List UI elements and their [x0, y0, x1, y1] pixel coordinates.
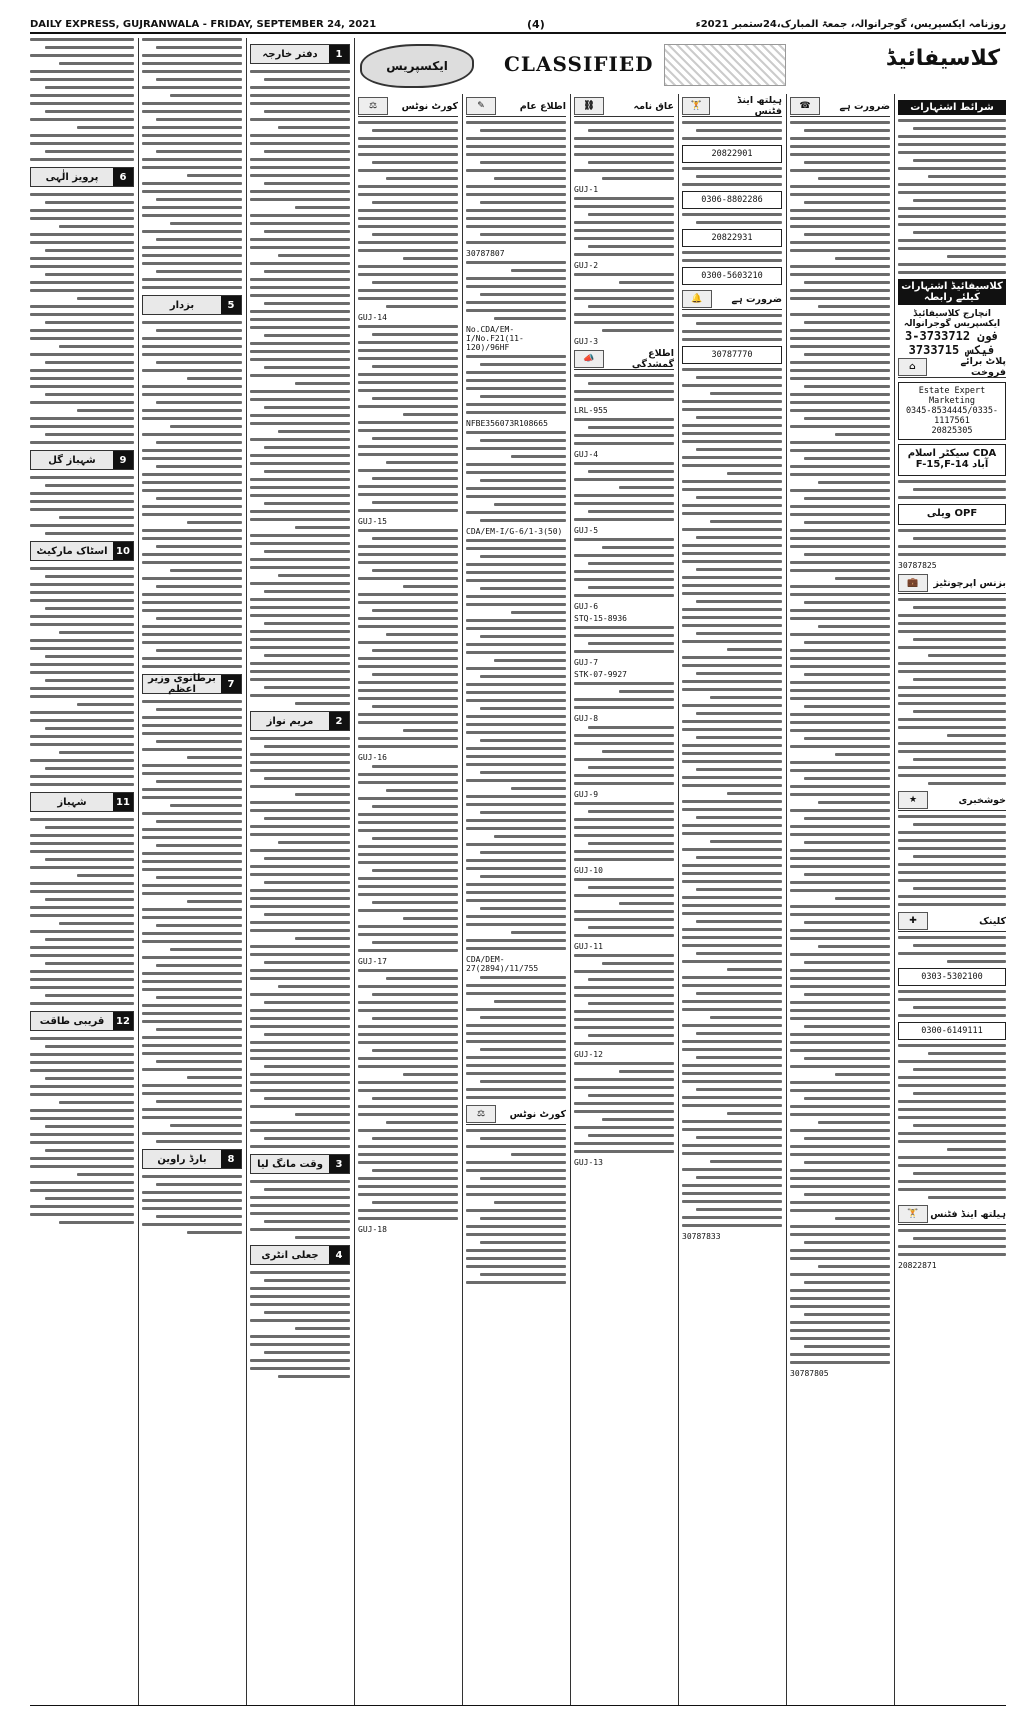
- ad-code: 30787825: [898, 561, 937, 570]
- column-rule: [246, 38, 247, 1706]
- ad-box: 0306-8802286: [682, 191, 782, 209]
- ad-code: GUJ-6: [574, 602, 599, 611]
- section-heading: اطلاع عام ✎: [466, 96, 566, 117]
- reg-number: LRL-955: [574, 406, 608, 415]
- disowning-column: [574, 96, 674, 1706]
- classified-title-ur: کلاسیفائیڈ: [885, 46, 1000, 71]
- estate-ad: Estate Expert Marketing 0345-8534445/0335-1117561 20825305: [898, 382, 1006, 440]
- court-notice-column: [358, 96, 458, 1706]
- ad-code: GUJ-7: [574, 658, 599, 667]
- news-heading: 4 جعلی انٹری: [250, 1245, 350, 1265]
- section-heading: کورٹ نوٹس ⚖: [466, 1104, 566, 1125]
- ad-code: GUJ-2: [574, 261, 599, 270]
- page-columns: [30, 38, 1006, 1706]
- news-heading: 1 دفتر خارجہ: [250, 44, 350, 64]
- ads-rates-column: [898, 96, 1006, 1706]
- ad-code: GUJ-3: [574, 337, 599, 346]
- contact-title: انچارج کلاسیفائیڈ ایکسپریس گوجرانوالہ: [903, 309, 1001, 329]
- news-heading: 7 برطانوی وزیر اعظم: [142, 674, 242, 694]
- ad-code: GUJ-14: [358, 313, 387, 322]
- section-heading: ہیلتھ اینڈ فٹنس 🏋: [682, 96, 782, 117]
- ad-code: 30787833: [682, 1232, 721, 1241]
- ad-box: 30787770: [682, 346, 782, 364]
- public-notice-column: [466, 96, 566, 1706]
- notice-icon: ✎: [466, 97, 496, 115]
- section-heading: ضرورت ہے 🔔: [682, 289, 782, 310]
- header-right: روزنامہ ایکسپریس، گوجرانوالہ، جمعۃ المبارک،24ستمبر 2021ء: [695, 18, 1006, 30]
- page-number: (4): [527, 17, 545, 31]
- news-heading: 10 اسٹاک مارکیٹ: [30, 541, 134, 561]
- ad-code: GUJ-1: [574, 185, 599, 194]
- fitness-icon: 🏋: [898, 1205, 928, 1223]
- page-bottom-rule: [30, 1705, 1006, 1706]
- column-rule: [786, 94, 787, 1706]
- header-left: DAILY EXPRESS, GUJRANWALA - FRIDAY, SEPTEMBER 24, 2021: [30, 18, 377, 30]
- newspaper-page: [30, 16, 1006, 1706]
- reg-number: STK-07-9927: [574, 670, 627, 679]
- classified-banner: [354, 38, 1006, 90]
- cda-ref: CDA/EM-I/G-6/1-3(50): [466, 527, 563, 536]
- cda-ref: No.CDA/EM-I/No.F21(11-120)/96HF: [466, 325, 524, 352]
- ad-code: 30787807: [466, 249, 505, 258]
- ad-code: GUJ-10: [574, 866, 603, 875]
- news-heading: 5 بزدار: [142, 295, 242, 315]
- court-icon: ⚖: [358, 97, 388, 115]
- opf-ad: OPF ویلی: [898, 504, 1006, 525]
- news-heading: 11 شہباز: [30, 792, 134, 812]
- reg-number: NFBE356073R108665: [466, 419, 548, 428]
- chain-icon: ⛓: [574, 97, 604, 115]
- news-heading: 8 بارڈ راوین: [142, 1149, 242, 1169]
- staff-required-column: [790, 96, 890, 1706]
- section-heading: کورٹ نوٹس ⚖: [358, 96, 458, 117]
- classified-title-en: CLASSIFIED: [504, 52, 654, 76]
- required-column: [682, 96, 782, 1706]
- column-rule: [462, 94, 463, 1706]
- bell-icon: 🔔: [682, 290, 712, 308]
- star-icon: ★: [898, 791, 928, 809]
- phone-number: فون 3733712-3: [905, 329, 999, 343]
- banner-decoration: [664, 44, 786, 86]
- house-icon: ⌂: [898, 358, 927, 376]
- fitness-icon: 🏋: [682, 97, 710, 115]
- column-rule: [894, 94, 895, 1706]
- column-rule: [138, 38, 139, 1706]
- ad-code: GUJ-15: [358, 517, 387, 526]
- briefcase-icon: 💼: [898, 574, 928, 592]
- ad-code: GUJ-9: [574, 790, 599, 799]
- section-heading: ہیلتھ اینڈ فٹنس 🏋: [898, 1204, 1006, 1225]
- cda-ref: CDA/DEM-27(2894)/11/755: [466, 955, 539, 973]
- ad-code: GUJ-12: [574, 1050, 603, 1059]
- news-heading: 12 قریبی طاقت: [30, 1011, 134, 1031]
- reg-number: STQ-15-8936: [574, 614, 627, 623]
- ad-code: GUJ-17: [358, 957, 387, 966]
- news-heading: 9 شہباز گل: [30, 450, 134, 470]
- court-icon: ⚖: [466, 1105, 496, 1123]
- ad-box: 0300-6149111: [898, 1022, 1006, 1040]
- phone-icon: ☎: [790, 97, 820, 115]
- column-rule: [570, 94, 571, 1706]
- column-rule: [354, 38, 355, 1706]
- ad-code: GUJ-18: [358, 1225, 387, 1234]
- fax-number: فیکس 3733715: [908, 343, 996, 357]
- section-heading: خوشخبری ★: [898, 790, 1006, 811]
- ad-code: GUJ-5: [574, 526, 599, 535]
- ad-code: GUJ-8: [574, 714, 599, 723]
- news-column-2: [142, 38, 242, 1706]
- ad-code: GUJ-11: [574, 942, 603, 951]
- medical-icon: ✚: [898, 912, 928, 930]
- ad-box: 20822901: [682, 145, 782, 163]
- ad-code: GUJ-4: [574, 450, 599, 459]
- section-heading: ضرورت ہے ☎: [790, 96, 890, 117]
- express-logo: ایکسپریس: [360, 44, 474, 88]
- ad-code: 20822871: [898, 1261, 937, 1270]
- news-column-1: [30, 38, 134, 1706]
- section-heading: کلینک ✚: [898, 911, 1006, 932]
- section-heading: بزنس اپرچونٹیز 💼: [898, 573, 1006, 594]
- classified-contact-heading: کلاسیفائیڈ اشتہارات کیلئے رابطہ: [898, 279, 1006, 305]
- ad-code: GUJ-13: [574, 1158, 603, 1167]
- page-header: [30, 16, 1006, 34]
- column-rule: [678, 94, 679, 1706]
- megaphone-icon: 📣: [574, 350, 604, 368]
- ad-rates-heading: شرائط اشتہارات: [898, 100, 1006, 115]
- ad-box: 0300-5603210: [682, 267, 782, 285]
- section-heading: اطلاع گمشدگی 📣: [574, 349, 674, 370]
- ad-code: 30787805: [790, 1369, 829, 1378]
- ad-code: GUJ-16: [358, 753, 387, 762]
- ad-box: 0303-5302100: [898, 968, 1006, 986]
- news-heading: 6 پرویز الٰہی: [30, 167, 134, 187]
- ad-box: 20822931: [682, 229, 782, 247]
- section-heading: عاق نامہ ⛓: [574, 96, 674, 117]
- news-column-3: [250, 38, 350, 1706]
- news-heading: 2 مریم نواز: [250, 711, 350, 731]
- cda-ad: CDA سیکٹر اسلام آباد F-15,F-14: [898, 444, 1006, 476]
- section-heading: پلاٹ برائے فروخت ⌂: [898, 357, 1006, 378]
- news-heading: 3 وقت مانگ لیا: [250, 1154, 350, 1174]
